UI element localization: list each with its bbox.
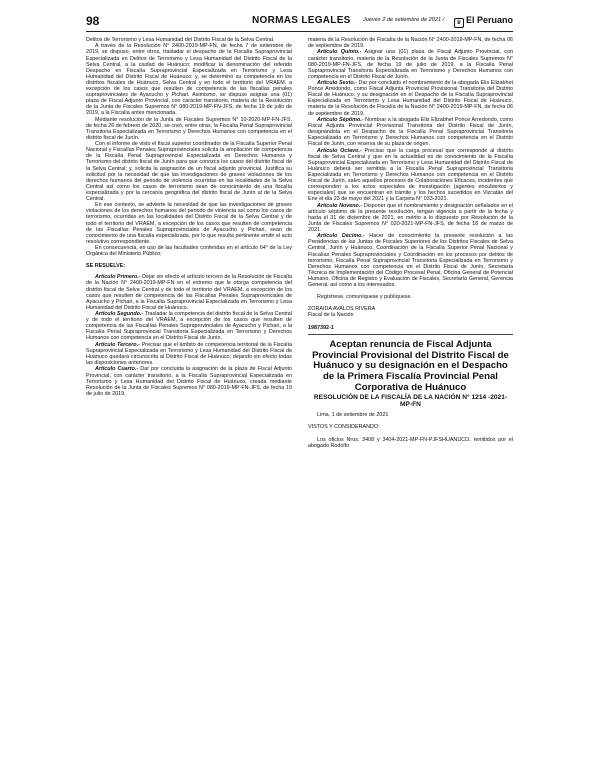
article-text: Dar por concluida la asignación de la plaza de Fiscal Adjunto Provincial, con carácter transitorio, a la Fiscalía Supraprovincial Especializada en Terrorismo y Lesa Humanidad del Distrito Fiscal de Huánuco, creada mediante Resolución de la Junta de Fiscales Supremos N° 080-2019-MP-FN-JFS, de fecha 19 de julio de 2019, [86,366,292,397]
article-label: Artículo Segundo.- [95,311,144,318]
article-label: Artículo Cuarto.- [95,366,139,373]
article-decimo [308,233,513,288]
closing-paragraph: Los oficios Nros. 3408 y 3404-2021-MP-FN-PJFSHUANUCO, remitidos por el abogado Rodolfo [308,436,513,449]
left-paragraph-5: En ese contexto, se advierte la necesidad de que las investigaciones de graves violaciones de los derechos humanos del periodo de violencia así como los casos de terrorismo, ocurridas en las localidades del Distrito Fiscal de la Selva Central y de todo el territorio del VRAEM, a excepción de los casos que resulten de competencia de las Fiscalías Penales Supraprovinciales de Ayacucho y Pichari, sean de conocimiento de una fiscalía especializada, por lo que resulta pertinente emitir el acto resolutivo correspondiente. [86,202,292,245]
left-column [86,37,292,397]
article-label: Artículo Primero.- [95,274,141,281]
place-date: Lima, 1 de setiembre de 2021 [317,412,389,419]
brand [454,15,513,28]
article-label: Artículo Quinto.- [317,49,362,56]
section-title: NORMAS LEGALES [252,15,351,26]
article-text: Precisar que el ámbito de competencia territorial de la Fiscalía Supraprovincial Especializada en Terrorismo y Lesa Humanidad del Distrito Fiscal de Huánuco quedará circunscrita al Distrito Fiscal de Huánuco; dejando sin efecto todas las disposiciones anteriores. [86,341,292,367]
article-label: Artículo Tercero.- [95,341,140,348]
article-octavo [308,148,513,203]
left-paragraph-6: En consecuencia, en uso de las facultades conferidas en el artículo 64° de la Ley Orgánica del Ministerio Público; [86,245,292,258]
article-sexto [308,80,513,116]
article-text: Nombrar a la abogada Elis Elizabhet Ponce Arredondo, como Fiscal Adjunta Provincial Provisional Transitoria del Distrito Fiscal de Junín, designándola en el Despacho de la Fiscalía Penal Supraprovincial Transitoria Especializada en Terrorismo y Derechos Humanos con competencia en el Distrito Fiscal de Junín, con reserva de su plaza de origen. [308,116,513,148]
vistos-heading: VISTOS Y CONSIDERANDO: [308,424,380,431]
el-peruano-logo-icon: ♛ [454,18,464,28]
article-text: Disponer que el nombramiento y designación señalados en el artículo séptimo de la presente resolución, tengan vigencia a partir de la fecha y hasta el 31 de diciembre de 2021, en mérito a lo dispuesto por Resolución de la Junta de Fiscales Supremos N° 020-2021-MP-FN-JFS, de fecha 18 de marzo de 2021. [308,202,513,233]
page-number: 98 [86,14,100,28]
article-text: Trasladar la competencia del distrito fiscal de la Selva Central y de todo el territorio del VRAEM, a excepción de los casos que resulten de competencia de las Fiscalías Penales Supraprovinciales de Ayacucho y Pichari, a la Fiscalía Penal Supraprovincial Transitoria Especializada en Terrorismo y Derechos Humanos con competencia en el Distrito Fiscal de Junín. [86,311,292,342]
article-text: Asignar una (01) plaza de Fiscal Adjunto Provincial, con carácter transitorio, materia de la Resolución de la Junta de Fiscales Supremos N° 080-2019-MP-FN-JFS, de fecha 19 de julio de 2019, a la Fiscalía Penal Supraprovincial Transitoria Especializada en Terrorismo y Derechos Humanos con competencia en el Distrito Fiscal de Junín. [308,49,513,80]
resolution-title: RESOLUCIÓN DE LA FISCALÍA DE LA NACIÓN N° 1214 -2021-MP-FN [313,393,508,408]
article-label: Artículo Sexto.- [317,80,357,87]
article-text: Precisar que la carga procesal que corresponde al distrito fiscal de Selva Central y que en la actualidad es de conocimiento de la Fiscalía Supraprovincial Especializada en Terrorismo y Lesa Humanidad del Distrito Fiscal de Huánuco deberá ser remitida a la Fiscalía Penal Supraprovincial Transitoria Especializada en Terrorismo y Derechos Humanos con competencia en el Distrito Fiscal de Junín, salvo aquellos procesos de Colaboraciones Eficaces, incidentes que corresponden a los actos especiales de investigación (agentes encubiertos y especiales) que se encuentran en trámite y los hechos sucedidos en Vizcatán del Ene el día 23 de mayo del 2021 y la Carpeta N° 033-2021. [308,147,513,203]
page-header [86,14,513,30]
article-text: Hacer de conocimiento la presente resolución a las Presidencias de las Juntas de Fiscales Superiores de los Distritos Fiscales de Selva Central, Junín y Huánuco, Coordinación de la Fiscalía Superior Penal Nacional y Fiscalías Penales Supraprovinciales y Coordinación en los procesos por delitos de terrorismo, Fiscalía Penal Supraprovincial Transitoria Especializada en Terrorismo y Derechos Humanos con competencia en el Distrito Fiscal de Junín, Secretaría Técnica de Implementación del Código Procesal Penal, Oficina General de Potencial Humano, Oficina de Registro y Evaluación de Fiscales, Secretaría General, Gerencia General, así como a los interesados. [308,233,513,288]
left-paragraph-1: Delitos de Terrorismo y Lesa Humanidad del Distrito Fiscal de la Selva Central. [86,37,275,43]
left-paragraph-4: Con el informe de visto el fiscal superior coordinador de la Fiscalía Superior Penal Nacional y Fiscalías Penales Supraprovinciales solicita la ampliación de competencia de la Fiscalía Penal Supraprovincial Especializada en Derechos Humanos y Terrorismo del distrito fiscal de Junín para que conozca los casos del distrito fiscal de la Selva Central; y, solicita la asignación de un fiscal adjunto provincial. Justifica su solicitud por la necesidad de que las investigaciones de graves violaciones de los derechos humanos del periodo de violencia ocurridas en las localidades de la Selva Central así como los casos de terrorismo sean de conocimiento de una fiscalía especializada y por la cercanía geográfica del distrito fiscal de Junín al de la Selva Central. [86,141,292,202]
publication-date: Jueves 2 de setiembre de 2021 / [363,17,445,23]
article-text: Dejar sin efecto el artículo tercero de la Resolución de Fiscalía de la Nación N° 2400-2019-MP-FN en el extremo que le otorga competencia del distrito fiscal de Selva Central y de todo el territorio del VRAEM, a excepción de los casos que resulten de competencia de las Fiscalías Penales Supraprovinciales de Ayacucho y Pichari, a la Fiscalía Supraprovincial Especializada en Terrorismo y Lesa Humanidad del Distrito Fiscal de Huánuco. [86,274,293,311]
article-label: Artículo Octavo.- [317,147,362,154]
article-label: Artículo Séptimo.- [317,116,364,123]
left-paragraph-2: A través de la Resolución N° 2400-2019-MP-FN, de fecha 7 de setiembre de 2019, se dispuso, entre otros, trasladar el despacho de la Fiscalía Supraprovincial Especializada en Delitos de Terrorismo y Lesa Humanidad del Distrito Fiscal de la Selva Central, a la ciudad de Huánuco; modificar la denominación del referido Despacho en Fiscalía Supraprovincial Especializada en Terrorismo y Lesa Humanidad del Distrito Fiscal de Huánuco; y, se determinó su competencia en los distritos fiscales de Huánuco, Selva Central y en todo el territorio del VRAEM, a excepción de los casos que resulten de competencia de las fiscalías penales supraprovinciales de Ayacucho y Pichari. Asimismo, se dispuso asignar una (01) plaza de Fiscal Adjunto Provincial, con carácter transitorio, materia de la Resolución de la Junta de Fiscales Supremos N° 080-2019-MP-FN-JFS, de fecha 19 de julio de 2019, a la Fiscalía antes mencionada. [86,43,292,117]
header-rule [86,31,513,32]
article-label: Artículo Décimo.- [317,233,365,240]
right-column [308,37,513,449]
publication-code: 1987392-1 [308,325,334,332]
article-primero [86,274,292,310]
registrese-line: Regístrese, comuníquese y publíquese. [317,293,412,300]
se-resuelve-heading: SE RESUELVE: [86,263,126,270]
article-text: Dar por concluido el nombramiento de la abogada Elis Elizabhet Ponce Arredondo, como Fiscal Adjunta Provincial Provisional Transitoria del Distrito Fiscal de Huánuco, y su designación en el Despacho de la Fiscalía Supraprovincial Especializada en Terrorismo y Lesa Humanidad del Distrito Fiscal de Huánuco, materia de la Resolución de Fiscalía de la Nación N° 2400-2019-MP-FN, de fecha 06 de septiembre de 2019. [308,80,513,117]
brand-name: El Peruano [465,15,513,25]
article-label: Artículo Noveno.- [317,202,363,209]
article-noveno [308,203,513,233]
article-headline: Aceptan renuncia de Fiscal Adjunta Provincial Provisional del Distrito Fiscal de Huánuco y su designación en el Despacho de la Primera Fiscalía Provincial Penal Corporativa de Huánuco [312,339,509,393]
signer-name: ZORAIDA AVALOS RIVERA [308,306,376,313]
article-quinto [308,49,513,79]
article-cuarto [86,366,292,396]
article-septimo [308,117,513,147]
left-paragraph-3: Mediante resolución de la Junta de Fiscales Supremos N° 10-2020-MP-FN-JFS, de fecha 26 de febrero de 2020, se creó, entre otras, la Fiscalía Penal Supraprovincial Transitoria Especializada en Terrorismo y Derechos Humanos con competencia en el distrito fiscal de Junín. [86,116,292,141]
signer-role: Fiscal de la Nación [308,312,354,319]
section-divider [308,334,513,335]
right-intro-paragraph: materia de la Resolución de Fiscalía de la Nación N° 2400-2019-MP-FN, de fecha 06 de septiembre de 2019. [308,37,513,50]
article-segundo [86,311,292,341]
article-tercero [86,342,292,366]
